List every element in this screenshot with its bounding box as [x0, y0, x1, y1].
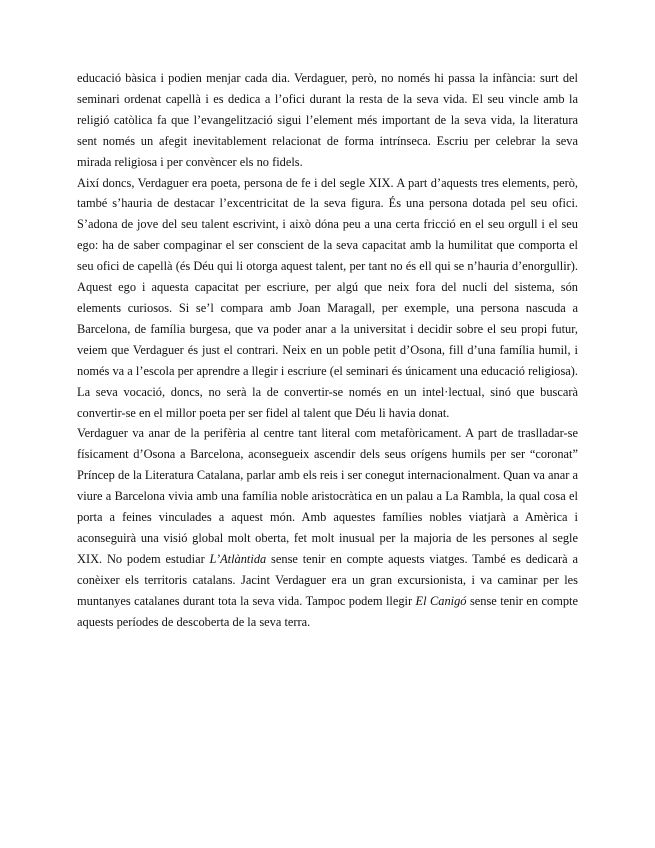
paragraph-1-text: educació bàsica i podien menjar cada dia. Verdaguer, però, no només hi passa la infància: surt del seminari ordenat capellà i es dedica a l’ofici durant la resta de la seva vida. El seu vincle amb la religió catòlica fa que l’evangelització sigui l’element més important de la seva vida, la literatura sent només un afegit inevitablement relacionat de forma intrínseca. Escriu per celebrar la seva mirada religiosa i per convèncer els no fidels.: [77, 71, 578, 169]
paragraph-3-text-a: Verdaguer va anar de la perifèria al centre tant literal com metafòricament. A part de traslladar-se físicament d’Osona a Barcelona, aconsegueix ascendir dels seus orígens humils per ser “coronat” Príncep de la Literatura Catalana, parlar amb els reis i ser conegut internacionalment. Quan va anar a viure a Barcelona vivia amb una família noble aristocràtica en un palau a La Rambla, la qual cosa el porta a feines vinculades a aquest món. Amb aquestes famílies nobles viatjarà a Amèrica i aconseguirà una visió global molt oberta, fet molt inusual per la majoria de les persones al segle XIX. No podem estudiar: [77, 426, 578, 566]
paragraph-3-text-c: sense tenir en compte aquests períodes de descoberta de la seva terra.: [77, 593, 578, 629]
paragraph-1: [77, 68, 578, 173]
paragraph-3-text-b: sense tenir en compte aquests viatges. També es dedicarà a conèixer els territoris catalans. Jacint Verdaguer era un gran excursionista, i va caminar per les muntanyes catalanes durant tota la seva vida. Tampoc podem llegir: [77, 551, 578, 608]
paragraph-2: [77, 173, 578, 424]
book-title-canigo: El Canigó: [415, 593, 467, 608]
paragraph-2-text: Així doncs, Verdaguer era poeta, persona de fe i del segle XIX. A part d’aquests tres elements, però, també s’hauria de destacar l’excentricitat de la seva figura. És una persona dotada pel seu ofici. S’adona de jove del seu talent escrivint, i això dóna peu a una certa fricció en el seu orgull i el seu ego: ha de saber compaginar el ser conscient de la seva capacitat amb la humilitat que comporta el seu ofici de capellà (és Déu qui li otorga aquest talent, per tant no és ell qui se n’hauria d’enorgullir). Aquest ego i aquesta capacitat per escriure, per algú que neix fora del nucli del sistema, són elements curiosos. Si se’l compara amb Joan Maragall, per exemple, una persona nascuda a Barcelona, de família burgesa, que va poder anar a la universitat i decidir sobre el seu propi futur, veiem que Verdaguer és just el contrari. Neix en un poble petit d’Osona, fill d’una família humil, i només va a l’escola per aprendre a llegir i escriure (el seminari és únicament una educació religiosa). La seva vocació, doncs, no serà la de convertir-se només en un intel·lectual, sinó que buscarà convertir-se en el millor poeta per ser fidel al talent que Déu li havia donat.: [77, 175, 578, 420]
body-text: [77, 68, 578, 632]
book-title-atlantida: L’Atlàntida: [209, 551, 267, 566]
paragraph-3: [77, 423, 578, 632]
